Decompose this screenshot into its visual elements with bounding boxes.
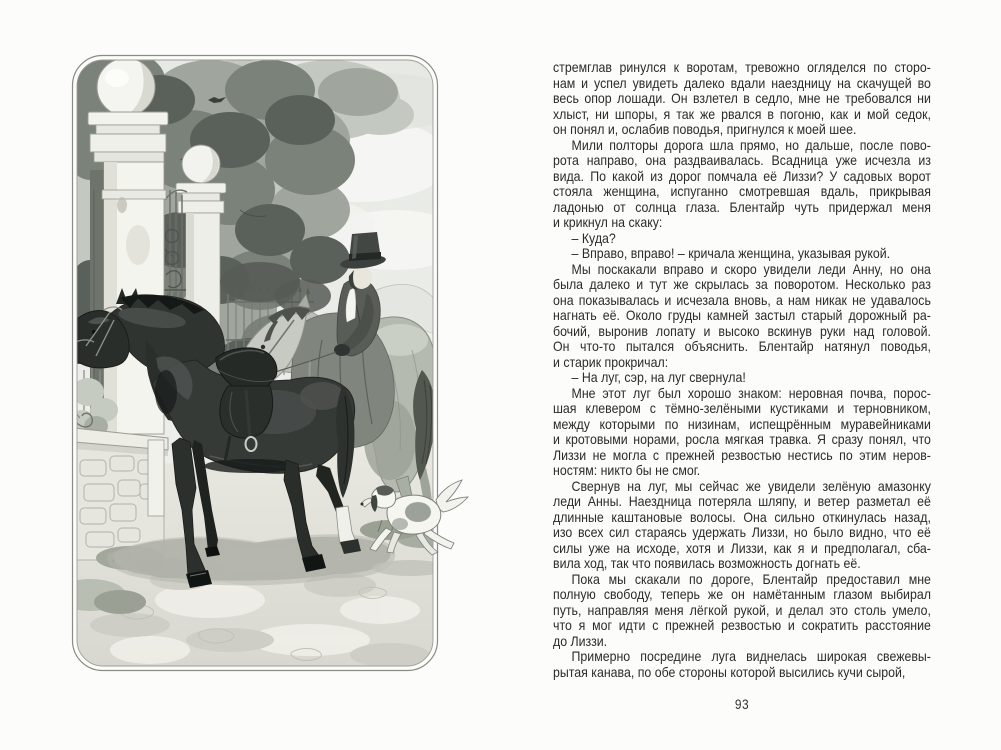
text-line: он понял и, ослабив поводья, пригнулся к моей шее.: [553, 121, 857, 137]
text-line: путь, направляя меня лёгкой рукой, и делал это столь умело,: [553, 601, 931, 618]
text-line: бочий, выронив лопату и высоко вскинув руки над головой.: [553, 322, 931, 339]
text-line: она показывалась и исчезала вновь, а нам никак не удавалось: [553, 291, 931, 308]
text-line: ностям: никто бы не смог.: [553, 462, 701, 478]
text-line: вила ход, так что появилась возможность догнать её.: [553, 555, 861, 571]
text-line: ладонью от солнца глаза. Блентайр чуть придержал меня: [553, 198, 931, 215]
text-line: – Вправо, вправо! – кричала женщина, указывая рукой.: [571, 245, 891, 261]
text-line: силы уже на исходе, хотя и Лиззи, как я и предполагал, сба-: [553, 539, 931, 556]
text-line: длинные каштановые волосы. Она сильно откинулась назад,: [553, 508, 931, 525]
text-line: и старик прокричал:: [553, 353, 669, 370]
text-line: между которыми по низинам, испещрённым муравейниками: [553, 415, 931, 432]
text-line: Примерно посредине луга виднелась широкая свежевы-: [571, 648, 931, 664]
text-line: нагнать её. Около груды камней застыл старый дорожный ра-: [553, 307, 931, 323]
text-line: нам и успел увидеть далеко вдали наездницу на скачущей во: [553, 74, 931, 91]
text-column: [553, 60, 931, 713]
text-line: стояла женщина, испуганно смотревшая вдаль, прикрывая: [553, 183, 931, 199]
text-line: леди Анны. Наездница потеряла шляпу, и ветер разметал её: [553, 493, 931, 509]
text-line: Мы поскакали вправо и скоро увидели леди Анну, но она: [571, 260, 931, 277]
text-line: стремглав ринулся к воротам, тревожно огляделся по сторо-: [553, 59, 931, 75]
text-line: была далеко и тут же скрылась за поворотом. Несколько раз: [553, 276, 931, 292]
text-line: и кротовыми норами, росла мягкая травка. Я сразу понял, что: [553, 431, 931, 447]
text-line: рота направо, она раздваивалась. Всадница уже исчезла из: [553, 152, 931, 168]
text-line: весь опор лошади. Он взлетел в седло, мне не требовался ни: [553, 90, 931, 106]
text-line: шая клевером с тёмно-зелёными кустиками и терновником,: [553, 400, 931, 416]
text-line: и крикнул на скаку:: [553, 214, 663, 230]
text-line: – Куда?: [571, 229, 616, 246]
text-line: Пока мы скакали по дороге, Блентайр предоставил мне: [571, 570, 931, 587]
text-line: полную свободу, теперь же он намётанным глазом выбирал: [553, 586, 931, 602]
page-number: 93: [734, 697, 750, 712]
illustration-plate: [60, 40, 480, 690]
text-line: Мили полторы дорога шла прямо, но дальше, после пово-: [571, 136, 931, 153]
text-line: Лиззи не могла с прежней резвостью нестись по этим неров-: [553, 446, 931, 463]
text-line: Он что-то пытался объяснить. Блентайр натянул поводья,: [553, 338, 931, 354]
page-left: [60, 40, 480, 690]
text-line: рытая канава, по обе стороны которой высились кучи сырой,: [553, 663, 906, 680]
text-line: – На луг, сэр, на луг свернула!: [571, 369, 746, 385]
text-line: что я мог идти с прежней резвостью и сократить расстояние: [553, 617, 931, 633]
text-line: до Лиззи.: [553, 632, 608, 649]
text-line: хлыст, ни шпоры, я так же рвался в погоню, как и мой седок,: [553, 105, 931, 122]
text-line: вида. По какой из дорог помчала её Лиззи? У садовых ворот: [553, 167, 931, 184]
text-line: Свернув на луг, мы сейчас же увидели зелёную амазонку: [571, 477, 931, 494]
text-line: изо всех сил стараясь удержать Лиззи, но было видно, что её: [553, 524, 931, 540]
text-line: Мне этот луг был хорошо знаком: неровная почва, порос-: [571, 384, 931, 401]
